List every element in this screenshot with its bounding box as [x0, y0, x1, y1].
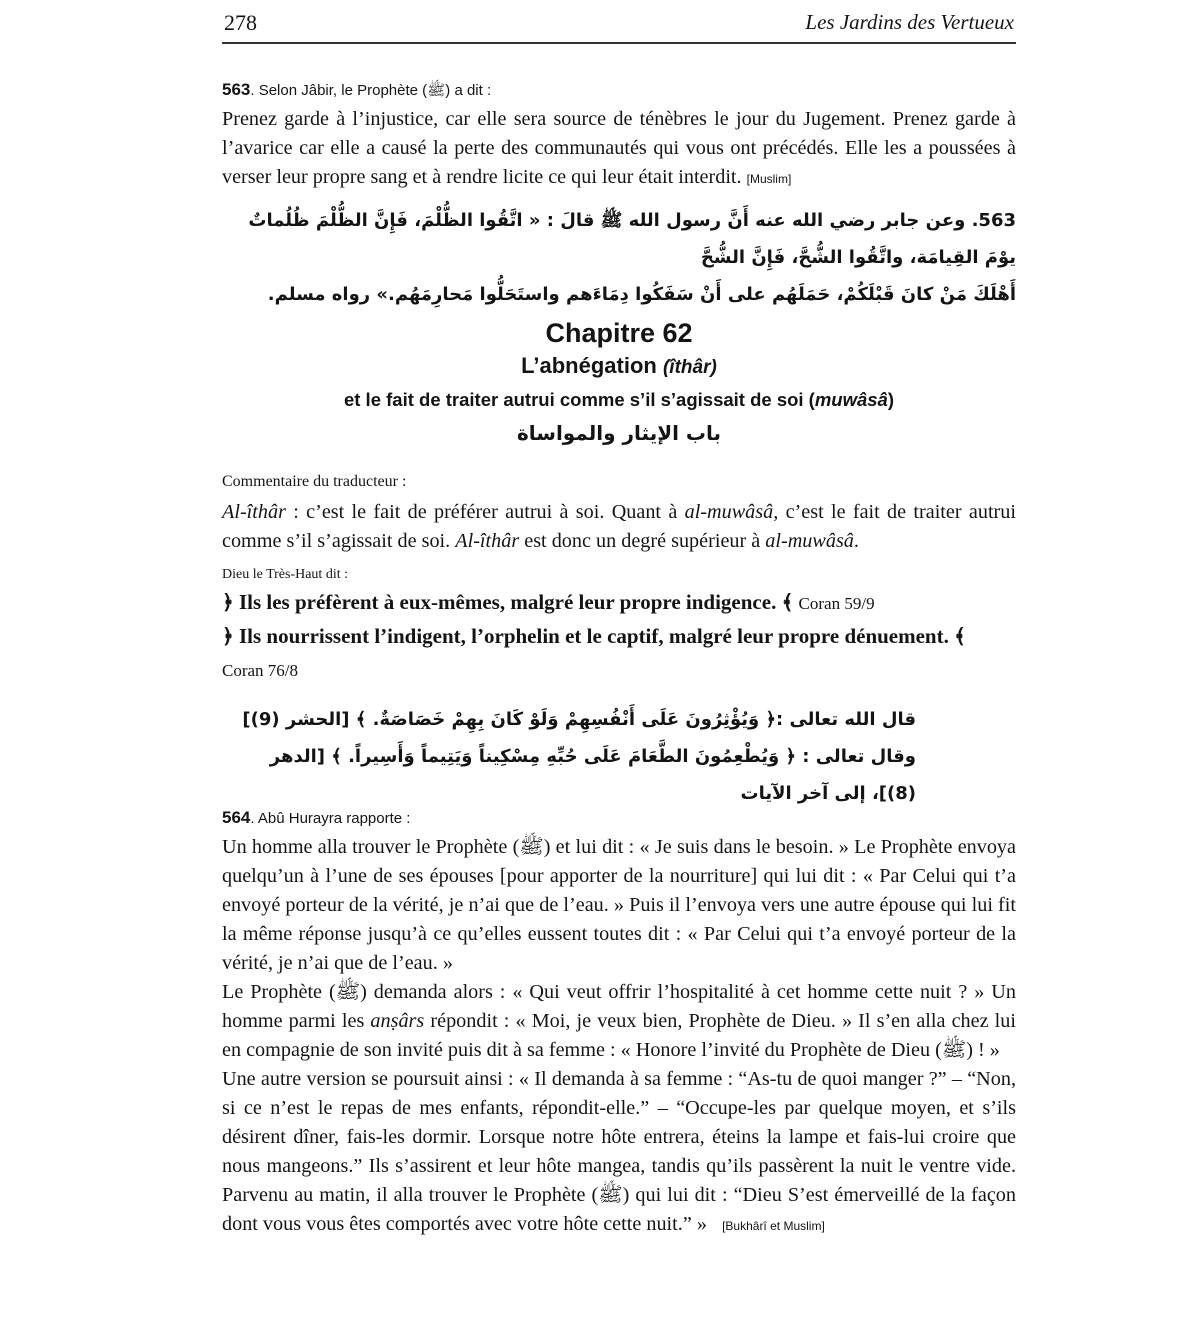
hadith-intro: . Selon Jâbir, le Prophète (ﷺ) a dit : — [250, 82, 492, 99]
arabic-line: 563. وعن جابر رضي الله عنه أَنَّ رسول الله ﷺ قالَ : « اتَّقُوا الظُّلْمَ، فَإِنَّ الظُّلْمَ ظُلُماتٌ يوْمَ القِيامَة، واتَّقُوا الشُّحَّ، فَإِنَّ الشُّحَّ — [248, 210, 1016, 268]
ornate-bracket-close-icon: ﴾ — [781, 592, 794, 614]
verse-text: Ils nourrissent l’indigent, l’orphelin et le captif, malgré leur propre dénuement. — [238, 624, 949, 648]
running-title: Les Jardins des Vertueux — [805, 10, 1014, 34]
hadith-564-heading — [222, 808, 1016, 829]
quran-verse-2 — [222, 620, 1016, 687]
chapter-title — [222, 350, 1016, 384]
chapter-heading — [222, 316, 1016, 450]
term: Al-îthâr — [222, 501, 286, 523]
hadith-564 — [222, 808, 1016, 1241]
quran-verse-1 — [222, 586, 1016, 620]
term: Al-îthâr — [455, 530, 520, 552]
arabic-line: قال الله تعالى :﴿ وَيُؤْثِرُونَ عَلَى أَنْفُسِهِمْ وَلَوْ كَانَ بِهِمْ خَصَاصَةٌ. ﴾ [الحشر (9)] — [242, 709, 916, 730]
term: al-muwâsâ — [765, 530, 854, 552]
hadith-563-text — [222, 105, 1016, 194]
verse-text: Ils les préfèrent à eux-mêmes, malgré leur propre indigence. — [238, 590, 777, 614]
chapter-number: Chapitre 62 — [545, 318, 693, 348]
ornate-bracket-open-icon: ﴿ — [222, 592, 234, 614]
verse-reference: Coran 59/9 — [798, 594, 875, 613]
hadith-563-heading — [222, 80, 1016, 101]
text: . — [853, 530, 859, 552]
chapter-title-text: L’abnégation — [521, 353, 657, 378]
text: : c’est le fait de préférer autrui à soi. Quant à — [285, 501, 685, 523]
text: répondit : « Moi, je veux bien, Prophète de Dieu. » Il s’en alla chez lui en compagnie de son invité puis dit à sa femme : « Honore l’invité du Prophète de Dieu (ﷺ) ! » — [222, 1010, 1016, 1061]
text: c’est le fait de traiter autrui comme s’il s’agissait de soi. — [222, 501, 1016, 552]
chapter-subtitle-text: et le fait de traiter autrui comme s’il s’agissait de soi ( — [343, 389, 815, 410]
hadith-564-para1: Un homme alla trouver le Prophète (ﷺ) et lui dit : « Je suis dans le besoin. » Le Prophète envoya quelqu’un à l’une de ses épouses [pour apporter de la nourriture] qui lui dit : « Par Celui qui t’a envoyé porteur de la vérité, je n’ai que de l’eau. » Puis il l’envoya vers une autre épouse qui lui fit la même réponse jusqu’à ce qu’elles eussent toutes dit : « Par Celui qui t’a envoyé porteur de la vérité, je n’ai que de l’eau. » — [222, 836, 1016, 974]
chapter-title-term: (îthâr) — [662, 357, 717, 378]
page-header — [222, 8, 1016, 38]
chapter-subtitle-end: ) — [887, 389, 895, 410]
hadith-563-arabic — [222, 202, 1016, 313]
arabic-line: أَهْلَكَ مَنْ كانَ قَبْلَكُمْ، حَمَلَهُم على أَنْ سَفَكُوا دِمَاءَهم واستَحَلُّوا مَحارِمَهُم.» رواه مسلم. — [267, 284, 1016, 305]
chapter-subtitle — [222, 384, 1016, 416]
page-number: 278 — [224, 10, 257, 35]
ornate-bracket-open-icon: ﴿ — [222, 626, 234, 648]
hadith-source: [Bukhârî et Muslim] — [722, 1219, 825, 1233]
quran-section — [222, 564, 1016, 812]
text: est donc un degré supérieur à — [519, 530, 766, 552]
chapter-arabic-title: باب الإيثار والمواساة — [516, 421, 722, 445]
translator-commentary — [222, 470, 1016, 556]
text: Une autre version se poursuit ainsi : « Il demanda à sa femme : “As-tu de quoi manger ?” – “Non, si ce n’est le repas de mes enfants, répondit-elle.” – “Occupe-les par quelque moyen, et s’ils désirent dîner, fais-les dormir. Lorsque notre hôte entrera, éteins la lampe et fais-lui croire que nous mangeons.” Ils s’assirent et leur hôte mangea, tandis qu’ils passèrent la nuit le ventre vide. Parvenu au matin, il alla trouver le Prophète (ﷺ) qui lui dit : “Dieu S’est émerveillé de la façon dont vous vous êtes comportés avec votre hôte cette nuit.” » — [222, 1068, 1016, 1235]
hadith-intro: . Abû Hurayra rapporte : — [250, 810, 411, 827]
commentary-label: Commentaire du traducteur : — [222, 473, 407, 490]
verse-reference: Coran 76/8 — [222, 661, 299, 680]
chapter-subtitle-term: muwâsâ — [814, 389, 888, 410]
hadith-564-para3 — [222, 1065, 1016, 1241]
arabic-line: وقال تعالى : ﴿ وَيُطْعِمُونَ الطَّعَامَ عَلَى حُبِّهِ مِسْكِيناً وَيَتِيماً وَأَسِيراً. ﴾ [الدهر (8)]، إلى آخر الآيات — [269, 746, 916, 804]
hadith-number: 563 — [222, 80, 251, 99]
term: al-muwâsâ, — [684, 501, 779, 523]
hadith-563 — [222, 80, 1016, 313]
quran-arabic — [222, 701, 1016, 812]
hadith-number: 564 — [222, 808, 251, 827]
text: Le Prophète (ﷺ) demanda alors : « Qui veut offrir l’hospitalité à cet homme cette nuit ? » Un homme parmi les — [222, 981, 1016, 1032]
hadith-text: Prenez garde à l’injustice, car elle sera source de ténèbres le jour du Jugement. Prenez garde à l’avarice car elle a causé la perte des communautés qui vous ont précédés. Elle les a poussées à verser leur propre sang et à rendre licite ce qui leur était interdit. — [222, 108, 1016, 188]
quran-intro: Dieu le Très-Haut dit : — [222, 567, 348, 582]
hadith-source: [Muslim] — [746, 172, 792, 186]
term: anṣârs — [370, 1010, 425, 1032]
ornate-bracket-close-icon: ﴾ — [954, 626, 966, 648]
hadith-564-para2 — [222, 978, 1016, 1065]
commentary-text — [222, 498, 1016, 556]
header-rule — [222, 42, 1016, 44]
